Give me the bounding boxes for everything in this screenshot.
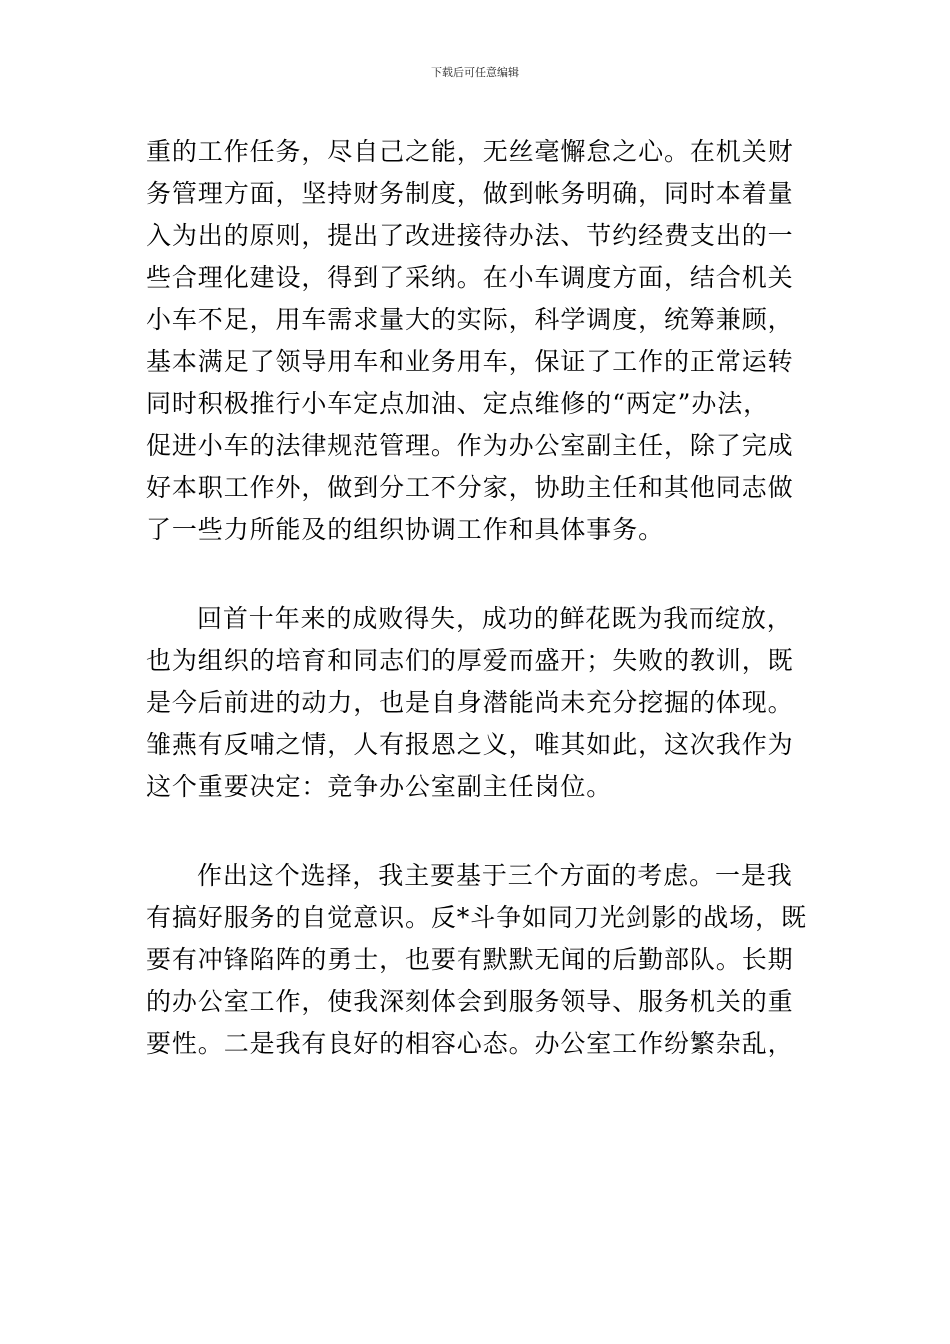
paragraph-line: 的办公室工作，使我深刻体会到服务领导、服务机关的重 (146, 987, 794, 1016)
document-body (146, 131, 811, 1065)
paragraph-line: 些合理化建设，得到了采纳。在小车调度方面，结合机关 (146, 263, 794, 292)
paragraph-line: 是今后前进的动力，也是自身潜能尚未充分挖掘的体现。 (146, 688, 794, 717)
paragraph-line: 小车不足，用车需求量大的实际，科学调度，统筹兼顾， (146, 305, 794, 334)
paragraph-first-line: 回首十年来的成败得失，成功的鲜花既为我而绽放， (197, 604, 793, 633)
paragraph-line: 要性。二是我有良好的相容心态。办公室工作纷繁杂乱， (146, 1029, 794, 1058)
paragraph-line: 同时积极推行小车定点加油、定点维修的“两定”办法， (146, 389, 770, 418)
paragraph-line: 入为出的原则，提出了改进接待办法、节约经费支出的一 (146, 221, 794, 250)
paragraph-line: 基本满足了领导用车和业务用车，保证了工作的正常运转 (146, 347, 794, 376)
paragraph-spacer (146, 808, 811, 855)
paragraph-line: 这个重要决定：竞争办公室副主任岗位。 (146, 772, 613, 801)
paragraph-line: 雏燕有反哺之情，人有报恩之义，唯其如此，这次我作为 (146, 730, 794, 759)
paragraph-line: 务管理方面，坚持财务制度，做到帐务明确，同时本着量 (146, 179, 794, 208)
paragraph-3 (146, 855, 811, 1065)
paragraph-line: 好本职工作外，做到分工不分家，协助主任和其他同志做 (146, 473, 794, 502)
page-header: 下载后可任意编辑 (431, 66, 519, 79)
paragraph-line: 有搞好服务的自觉意识。反*斗争如同刀光剑影的战场，既 (146, 903, 807, 932)
paragraph-line: 也为组织的培育和同志们的厚爱而盛开；失败的教训，既 (146, 646, 794, 675)
paragraph-line: 要有冲锋陷阵的勇士，也要有默默无闻的后勤部队。长期 (146, 945, 794, 974)
paragraph-1 (146, 131, 811, 551)
paragraph-line: 重的工作任务，尽自己之能，无丝毫懈怠之心。在机关财 (146, 137, 794, 166)
paragraph-spacer (146, 551, 811, 598)
paragraph-line: 了一些力所能及的组织协调工作和具体事务。 (146, 515, 665, 544)
paragraph-2 (146, 598, 811, 808)
paragraph-first-line: 作出这个选择，我主要基于三个方面的考虑。一是我 (197, 861, 793, 890)
paragraph-line: 促进小车的法律规范管理。作为办公室副主任，除了完成 (146, 431, 794, 460)
